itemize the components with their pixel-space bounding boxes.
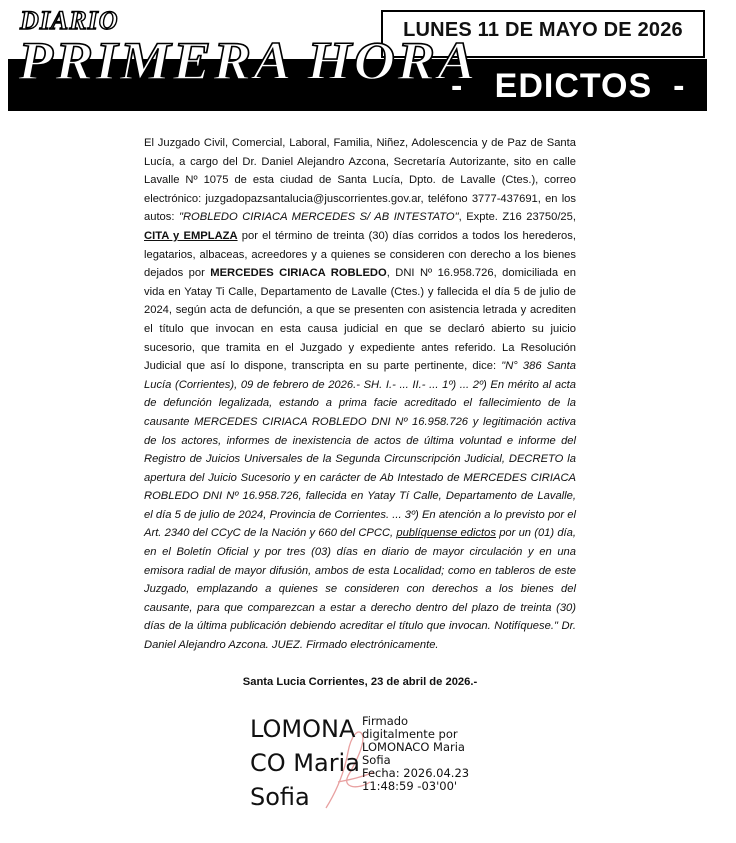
signature-detail-line: digitalmente por: [362, 727, 458, 741]
signature-detail-line: Fecha: 2026.04.23: [362, 766, 470, 780]
edict-body: [144, 134, 576, 655]
masthead-logo-small: DIARIO: [20, 6, 119, 35]
edict-text-segment: , DNI Nº 16.958.726, domiciliada en vida en Yatay Ti Calle, Departamento de Lavalle (Ctes.) y fallecida el día 5 de julio de 2024, según acta de defunción, a que se presenten con asistencia letrada y acrediten el título que invocan en esta causa judicial en que se declaró abierto su juicio sucesorio, que tramita en el Juzgado y expediente antes referido. La Resolución Judicial que así lo dispone, transcripta en su parte pertinente, dice:: [144, 267, 576, 373]
signature-detail-line: Firmado: [362, 714, 409, 728]
edict-text-segment: , Expte. Z16 23750/25,: [458, 211, 576, 224]
signature-detail-line: Sofia: [362, 753, 391, 767]
edict-text-segment: por un (01) día, en el Boletín Oficial y por tres (03) días en diario de mayor circulación y en una emisora radial de mayor difusión, ambos de esta Localidad; como en tableros de este Juzgado, emplazando a quienes se consideren con derechos a los bienes del causante, para que comparezcan a estar a derecho dentro del plazo de treinta (30) días de la última publicación debiendo acreditar el título que invocan. Notifíquese." Dr. Daniel Alejandro Azcona. JUEZ. Firmado electrónicamente.: [144, 527, 576, 652]
edict-text-segment: publíquense edictos: [396, 527, 496, 540]
edict-closing: Santa Lucia Corrientes, 23 de abril de 2026.-: [242, 676, 478, 688]
edict-paragraph: [144, 134, 576, 655]
edict-text-segment: por el término de treinta (30) días corridos a todos los herederos, legatarios, albaceas, acreedores y a quienes se consideren con derecho a los bienes dejados por: [144, 229, 576, 280]
section-title: - EDICTOS -: [451, 67, 686, 105]
edict-text-segment: "ROBLEDO CIRIACA MERCEDES S/ AB INTESTATO": [179, 211, 459, 224]
signature-detail-line: 11:48:59 -03'00': [362, 779, 458, 793]
edict-text-segment: MERCEDES CIRIACA ROBLEDO: [210, 267, 387, 280]
signature-details: [362, 715, 572, 793]
signer-name-line: LOMONA: [250, 715, 356, 743]
edict-text-segment: El Juzgado Civil, Comercial, Laboral, Familia, Niñez, Adolescencia y de Paz de Santa Lucía, a cargo del Dr. Daniel Alejandro Azcona, Secretaría Autorizante, sito en calle Lavalle Nº 1075 de esta ciudad de Santa Lucía, Dpto. de Lavalle (Ctes.), correo electrónico: juzgadopazsantalucia@juscorrientes.gov.ar, teléfono 3777-437691, en los autos:: [144, 137, 576, 224]
signature-detail-line: LOMONACO Maria: [362, 740, 465, 754]
masthead-logo: PRIMERA HORA: [18, 31, 478, 91]
publication-date: LUNES 11 DE MAYO DE 2026: [403, 19, 683, 41]
masthead: [8, 8, 707, 111]
digital-signature: [248, 712, 578, 822]
signer-name-line: Sofia: [250, 783, 310, 811]
signer-name-line: CO Maria: [250, 749, 360, 777]
signer-name: [250, 712, 362, 814]
edict-text-segment: "N° 386 Santa Lucía (Corrientes), 09 de febrero de 2026.- SH. I.- ... II.- ... 1º) ... 2º) En mérito al acta de defunción legalizada, estando a prima facie acreditado el fallecimiento de la causante MERCEDES CIRIACA ROBLEDO DNI Nº 16.958.726 y legitimación activa de los actores, informes de inexistencia de actos de última voluntad e informe del Registro de Juicios Universales de la Segunda Circunscripción Judicial, DECRETO la apertura del Juicio Sucesorio y en carácter de Ab Intestado de MERCEDES CIRIACA ROBLEDO DNI Nº 16.958.726, fallecida en Yatay Tí Calle, Departamento de Lavalle, el día 5 de julio de 2024, Provincia de Corrientes. ... 3º) En atención a lo previsto por el Art. 2340 del CCyC de la Nación y 660 del CPCC,: [144, 360, 576, 540]
edict-text-segment: CITA y EMPLAZA: [144, 229, 238, 242]
